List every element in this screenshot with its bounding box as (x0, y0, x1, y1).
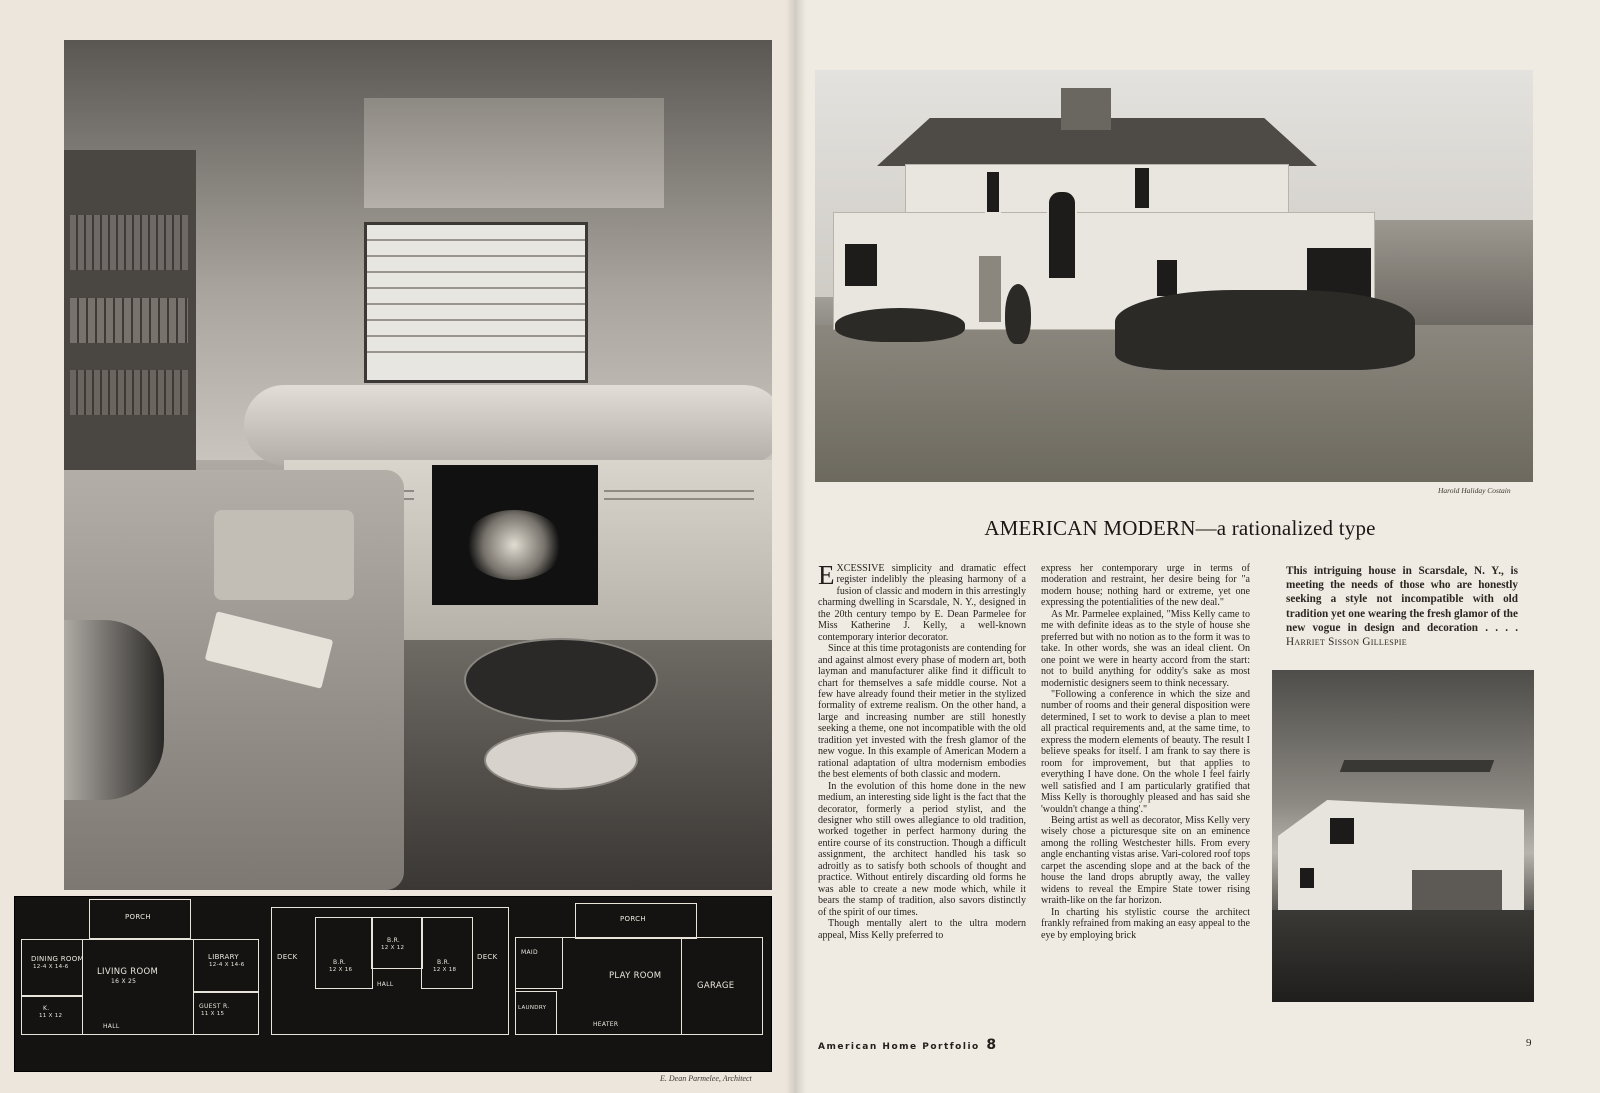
fp-bedroom-left (315, 917, 373, 989)
fp-living-room-label: LIVING ROOM (97, 967, 159, 977)
arched-window (1047, 190, 1077, 280)
fp-guest-room-size: 11 X 15 (201, 1011, 225, 1017)
fp-ground-hall-label: HALL (103, 1023, 120, 1030)
fp-br-center-label: B.R. (387, 937, 401, 944)
fp-maid-room (515, 937, 563, 989)
article-column-2 (1041, 563, 1250, 941)
house-side-photo (1272, 670, 1534, 1002)
fp-porch-label: PORCH (125, 913, 151, 921)
column-1-text-1: simplicity and dramatic effect register indelibly the pleasing harmony of a fusion of classic and modern in this arrestingly charming dwelling in Scarsdale, N. Y., designed in the 20th century tempo by E. Dean Parmelee for Miss Katherine J. Kelly, a well-known contemporary interior decorator. (818, 563, 1026, 643)
fp-br-right-label: B.R. (437, 959, 451, 966)
intro-text: This intriguing house in Scarsdale, N. Y., is meeting the needs of those who are honestly seeking a style not incompatible with old tradition yet one wearing the fresh glamor of the new vogue in design and decoration . . . . (1286, 565, 1518, 634)
column-2-paragraph-2: As Mr. Parmelee explained, "Miss Kelly came to me with definite ideas as to the style of house she preferred but with no notion as to the form it was to take. In other words, she was an ideal client. On one point we were in hearty accord from the start: not to build anything for oddity's sake as most modernistic designers seem to think necessary. (1041, 608, 1250, 689)
fp-kitchen-size: 11 X 12 (39, 1013, 63, 1019)
fp-basement-porch-label: PORCH (620, 915, 646, 923)
footer-portfolio-number: 8 (986, 1037, 997, 1053)
fp-guest-room-label: GUEST R. (199, 1003, 230, 1010)
drop-cap: E (818, 560, 835, 590)
column-1-paragraph-1 (818, 560, 1026, 643)
column-2-paragraph-4: Being artist as well as decorator, Miss Kelly very wisely chose a picturesque site on an eminence among the rolling Westchester hills. From every angle enchanting vistas arise. Vari-colored roof tops carpet the ascending slope and at the back of the house the land drops abruptly away, the valley widens to reveal the Empire State tower rising wraith-like on the far horizon. (1041, 814, 1250, 907)
lamp (64, 620, 164, 800)
fp-second-hall-label: HALL (377, 981, 394, 988)
architect-credit: E. Dean Parmelee, Architect (660, 1074, 752, 1083)
fp-play-room-label: PLAY ROOM (609, 971, 662, 981)
photo-credit: Harold Haliday Costain (1438, 486, 1511, 495)
page-gutter (786, 0, 806, 1093)
column-1-paragraph-3: In the evolution of this home done in the new medium, an interesting side light is the fact that the decorator, formerly a period stylist, and the designer who still owes allegiance to old tradition, worked together in perfect harmony during the entire course of its construction. Though a difficult assignment, the architect handled his task so adroitly as to satisfy both schools of thought and practice. Without entirely discarding old forms he was able to create a new mode which, while it bears the stamp of tradition, also savors distinctly of the spirit of our times. (818, 780, 1026, 918)
lead-word: XCESSIVE (836, 563, 885, 574)
fp-deck-right-label: DECK (477, 953, 498, 961)
fp-garage-label: GARAGE (697, 981, 735, 991)
fp-br-left-label: B.R. (333, 959, 347, 966)
fp-kitchen-label: K. (43, 1005, 50, 1012)
fp-heater-label: HEATER (593, 1021, 619, 1028)
page-number: 9 (1526, 1037, 1532, 1049)
footer-magazine-name: American Home Portfolio (818, 1042, 980, 1052)
column-1-paragraph-4: Though mentally alert to the ultra modern appeal, Miss Kelly preferred to (818, 918, 1026, 941)
coffee-table (464, 638, 658, 722)
column-2-paragraph-1: express her contemporary urge in terms of moderation and restraint, her desire being for "a modern house; nothing hard or extreme, yet one expressing the potentialities of the new deal." (1041, 563, 1250, 609)
column-2-paragraph-3: "Following a conference in which the size and number of rooms and their general disposition were determined, I set to work to devise a plan to meet all practical requirements and, at the same time, to express the modern elements of beauty. The result I believe speaks for itself. I am frank to say there is room for improvement, but that applies to everything I have done. On the whole I feel fairly well satisfied and I am particularly gratified that Miss Kelly is thoroughly pleased and has said she 'wouldn't change a thing'." (1041, 688, 1250, 815)
fp-living-room-size: 16 X 25 (111, 978, 137, 985)
column-1-paragraph-2: Since at this time protagonists are contending for and against almost every phase of modern art, both layman and manufacturer alike find it difficult to chart for themselves a safe middle course. Not a few have already found their metier in the stylized formality of extreme realism. On the other hand, a large and increasing number are still honestly seeking a theme, one not incompatible with the old tradition yet invested with the fresh glamor of the new vogue. In this example of American Modern a rational adaptation of ultra modernism embodies the best elements of both classic and modern. (818, 643, 1026, 781)
living-room-photo (64, 40, 772, 890)
fp-laundry-label: LAUNDRY (518, 1005, 547, 1011)
fp-br-left-size: 12 X 16 (329, 967, 353, 973)
intro-author: Harriet Sisson Gillespie (1286, 636, 1407, 649)
column-2-paragraph-5: In charting his stylistic course the architect frankly refrained from making an easy appeal to the eye by employing brick (1041, 906, 1250, 941)
fp-laundry (515, 991, 557, 1035)
fp-dining-room-size: 12-4 X 14-6 (33, 964, 69, 970)
floor-plan (14, 896, 772, 1072)
fp-library-size: 12-4 X 14-6 (209, 962, 245, 968)
fp-br-center-size: 12 X 12 (381, 945, 405, 951)
house-exterior-photo (815, 70, 1533, 482)
article-column-1 (818, 560, 1026, 941)
chimney (1061, 88, 1111, 130)
footer-magazine (818, 1037, 996, 1053)
fp-br-right-size: 12 X 18 (433, 967, 457, 973)
headline: AMERICAN MODERN—a rationalized type (984, 516, 1376, 540)
intro-blurb (1286, 564, 1518, 649)
fp-dining-room-label: DINING ROOM (31, 955, 84, 963)
fp-library-label: LIBRARY (208, 953, 239, 961)
window (364, 222, 588, 383)
upper-story (905, 164, 1289, 216)
fp-deck-left-label: DECK (277, 953, 298, 961)
fp-maid-label: MAID (521, 949, 538, 956)
fp-bedroom-right (421, 917, 473, 989)
